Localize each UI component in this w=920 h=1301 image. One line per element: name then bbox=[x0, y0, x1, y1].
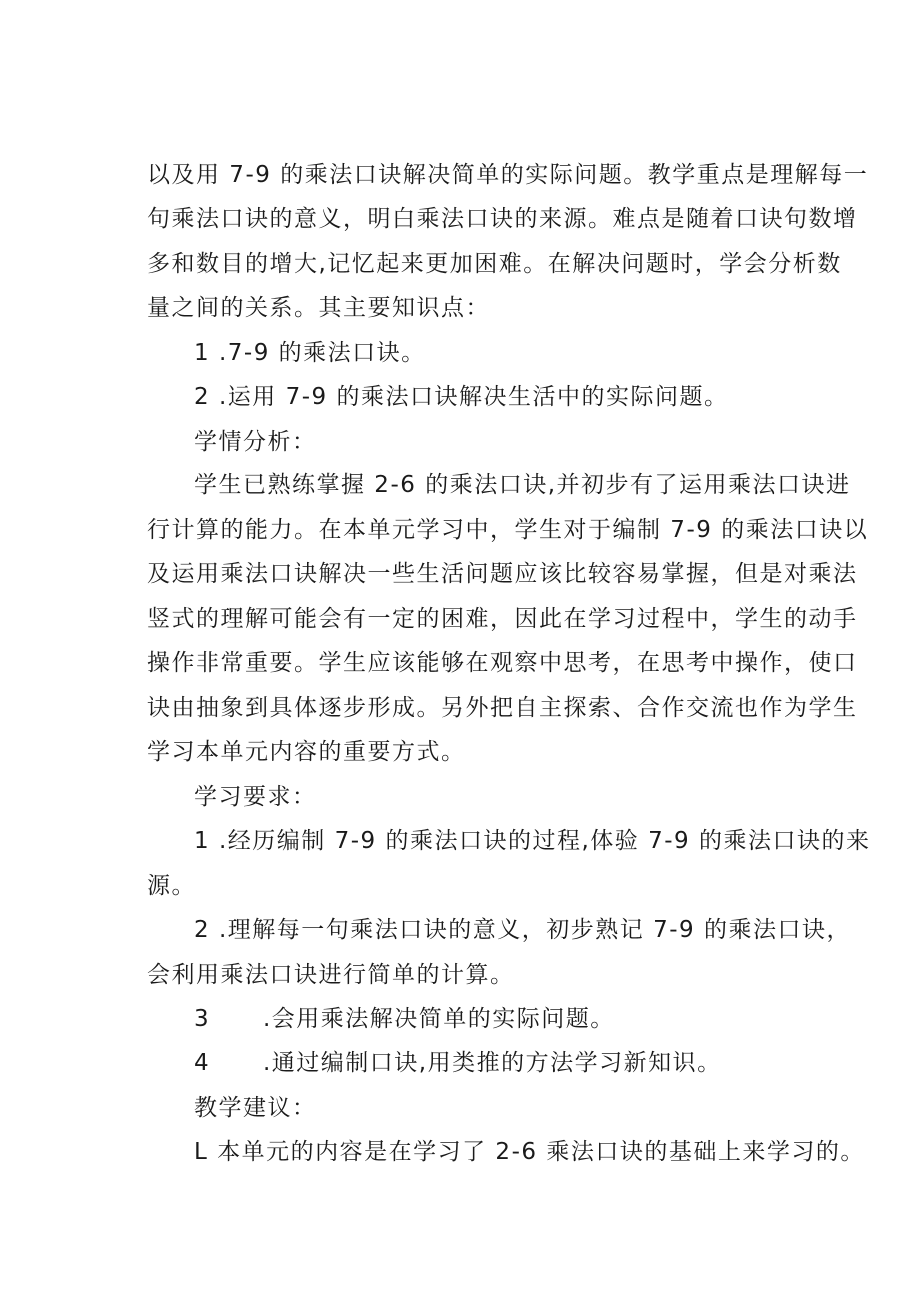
text-line: 及运用乘法口诀解决一些生活问题应该比较容易掌握，但是对乘法 bbox=[147, 561, 858, 587]
text-line: 学习本单元内容的重要方式。 bbox=[147, 739, 466, 765]
text-line: 竖式的理解可能会有一定的困难，因此在学习过程中，学生的动手 bbox=[147, 606, 858, 632]
text-line: 操作非常重要。学生应该能够在观察中思考，在思考中操作，使口 bbox=[147, 650, 858, 676]
list-item: 4 .通过编制口诀,用类推的方法学习新知识。 bbox=[194, 1050, 722, 1076]
text-line: 多和数目的增大,记忆起来更加困难。在解决问题时，学会分析数 bbox=[147, 251, 842, 277]
list-item: 2 .运用 7-9 的乘法口诀解决生活中的实际问题。 bbox=[194, 384, 729, 410]
text-line: 诀由抽象到具体逐步形成。另外把自主探索、合作交流也作为学生 bbox=[147, 695, 858, 721]
text-line: 学生已熟练掌握 2-6 的乘法口诀,并初步有了运用乘法口诀进 bbox=[194, 472, 851, 498]
section-heading: 学习要求： bbox=[194, 784, 317, 810]
text-line: 量之间的关系。其主要知识点： bbox=[147, 295, 490, 321]
section-heading: 学情分析： bbox=[194, 429, 317, 455]
list-item: 1 .经历编制 7-9 的乘法口诀的过程,体验 7-9 的乘法口诀的来 bbox=[194, 828, 871, 854]
list-item: 1 .7-9 的乘法口诀。 bbox=[194, 340, 426, 366]
text-line: 以及用 7-9 的乘法口诀解决简单的实际问题。教学重点是理解每一 bbox=[147, 162, 869, 188]
list-item: 2 .理解每一句乘法口诀的意义，初步熟记 7-9 的乘法口诀， bbox=[194, 917, 851, 943]
text-line: 源。 bbox=[147, 873, 196, 899]
text-line: 会利用乘法口诀进行简单的计算。 bbox=[147, 962, 515, 988]
section-heading: 教学建议： bbox=[194, 1095, 317, 1121]
text-line: 行计算的能力。在本单元学习中，学生对于编制 7-9 的乘法口诀以 bbox=[147, 517, 869, 543]
text-line: L 本单元的内容是在学习了 2-6 乘法口诀的基础上来学习的。 bbox=[194, 1139, 865, 1165]
list-item: 3 .会用乘法解决简单的实际问题。 bbox=[194, 1006, 615, 1032]
text-line: 句乘法口诀的意义，明白乘法口诀的来源。难点是随着口诀句数增 bbox=[147, 206, 858, 232]
